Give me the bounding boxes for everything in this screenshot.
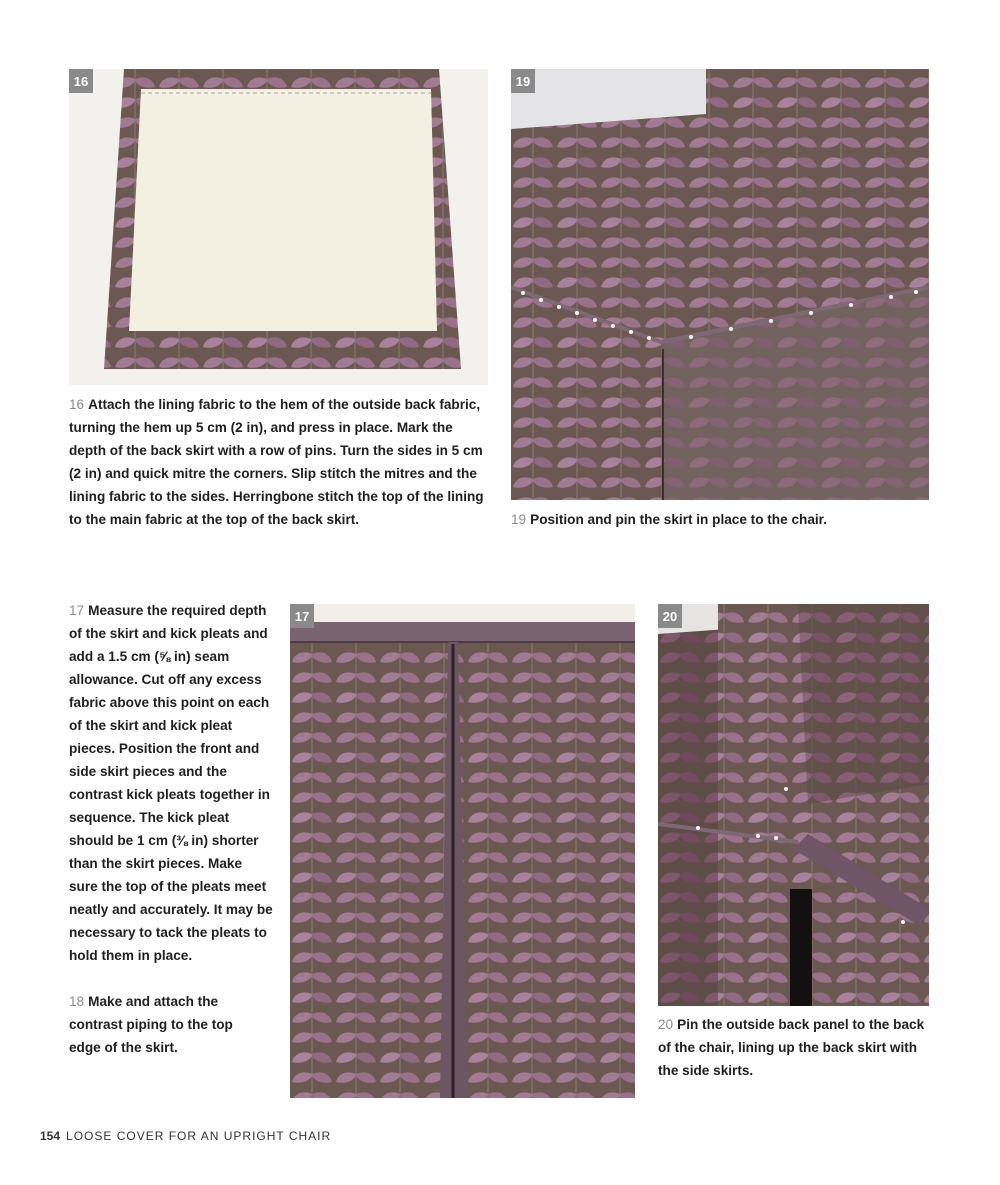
caption-17-text: Measure the required depth of the skirt and kick pleats and add a 1.5 cm (⅝ in) seam allowance. Cut off any excess fabric above this point on each of the skirt and kick pleat pieces. Position the front and side skirt pieces and the contrast kick pleats together in sequence. The kick pleat should be 1 cm (⅜ in) shorter than the skirt pieces. Make sure the top of the pleats meet neatly and accurately. It may be necessary to tack the pleats to hold them in place. xyxy=(69,603,273,963)
caption-16 xyxy=(69,393,489,531)
caption-18-number: 18 xyxy=(69,994,85,1009)
page-footer xyxy=(40,1129,331,1143)
caption-17-number: 17 xyxy=(69,603,85,618)
step-badge-16: 16 xyxy=(69,69,93,93)
photo-17-kick-pleat xyxy=(290,604,635,1098)
caption-20-text: Pin the outside back panel to the back of the chair, lining up the back skirt with the side skirts. xyxy=(658,1017,925,1078)
step-badge-20: 20 xyxy=(658,604,682,628)
caption-16-number: 16 xyxy=(69,397,85,412)
caption-19-text: Position and pin the skirt in place to the chair. xyxy=(530,512,827,527)
caption-20-number: 20 xyxy=(658,1017,674,1032)
caption-19 xyxy=(511,508,931,531)
caption-20 xyxy=(658,1013,933,1082)
caption-18 xyxy=(69,990,249,1059)
caption-18-text: Make and attach the contrast piping to the top edge of the skirt. xyxy=(69,994,233,1055)
step-badge-19: 19 xyxy=(511,69,535,93)
photo-19-pinned-skirt xyxy=(511,69,929,500)
caption-16-text: Attach the lining fabric to the hem of the outside back fabric, turning the hem up 5 cm (2 in), and press in place. Mark the depth of the back skirt with a row of pins. Turn the sides in 5 cm (2 in) and quick mitre the corners. Slip stitch the mitres and the lining fabric to the sides. Herringbone stitch the top of the lining to the main fabric at the top of the back skirt. xyxy=(69,397,484,527)
running-title: LOOSE COVER FOR AN UPRIGHT CHAIR xyxy=(66,1129,332,1143)
caption-19-number: 19 xyxy=(511,512,527,527)
photo-20-back-panel xyxy=(658,604,929,1006)
step-badge-17: 17 xyxy=(290,604,314,628)
page-number: 154 xyxy=(40,1129,61,1143)
caption-17 xyxy=(69,599,274,967)
photo-16-lining-hem xyxy=(69,69,488,385)
